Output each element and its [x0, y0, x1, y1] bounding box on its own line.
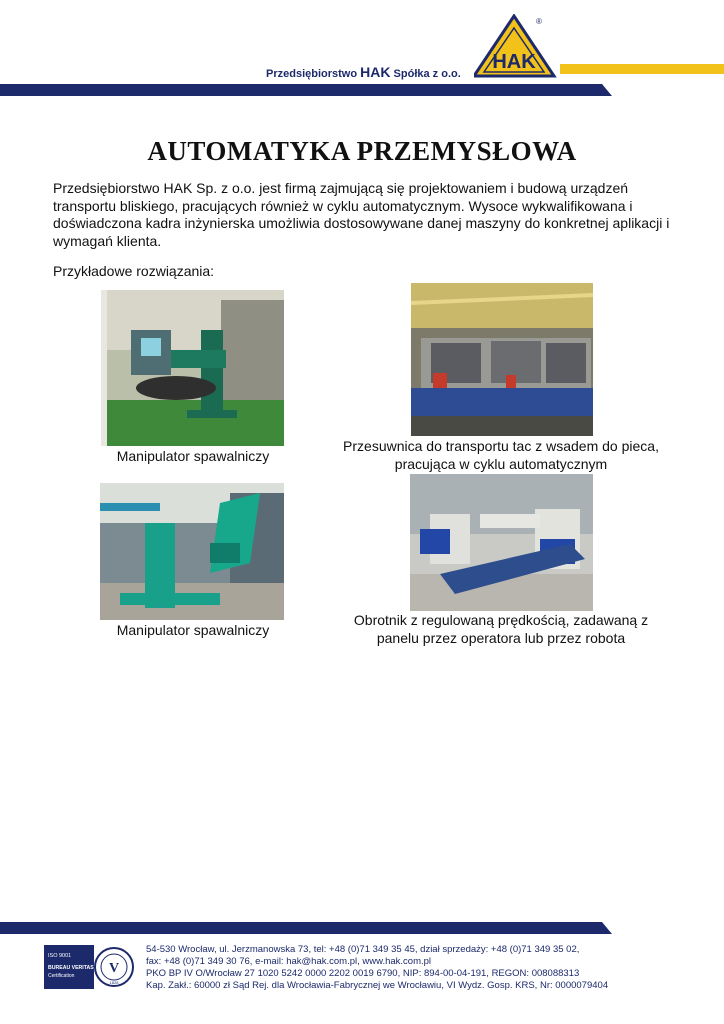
- caption-rotator-line1: Obrotnik z regulowaną prędkością, zadawaną z: [353, 612, 649, 628]
- intro-paragraph: Przedsiębiorstwo HAK Sp. z o.o. jest firmą zajmującą się projektowaniem i budową urządzeń transportu bliskiego, pracujących również w cyklu automatycznym. Wysoce wykwalifikowana i doświadczona kadra inżynierska umożliwia dostosowywane danej maszyny do konkretnej aplikacji i wymagań klienta.: [53, 180, 670, 249]
- company-short-name: HAK: [360, 64, 391, 80]
- footer-fax-email-line: fax: +48 (0)71 349 30 76, e-mail: hak@hak.com.pl, www.hak.com.pl: [146, 956, 432, 967]
- photo-rotator: [410, 474, 593, 611]
- hak-logo: [474, 14, 564, 84]
- footer-bar: [0, 922, 612, 934]
- footer-registration-line: Kap. Zakł.: 60000 zł Sąd Rej. dla Wrocławia-Fabrycznej we Wrocławiu, VI Wydz. Gosp. KRS, Nr: 0000079404: [146, 980, 609, 991]
- header-bar: [0, 84, 612, 96]
- cert-label: Certification: [48, 973, 75, 979]
- cert-year: 1828: [109, 980, 119, 985]
- photo-welding-manipulator-1: [101, 290, 284, 446]
- logo-text: HAK: [492, 51, 536, 73]
- caption-conveyor-line1: Przesuwnica do transportu tac z wsadem do pieca,: [343, 438, 659, 454]
- cert-iso: ISO 9001: [48, 953, 72, 959]
- examples-label: Przykładowe rozwiązania:: [53, 263, 215, 279]
- registered-mark: ®: [536, 17, 542, 26]
- caption-rotator-line2: panelu przez operatora lub przez robota: [376, 629, 626, 646]
- header-yellow-stripe: [560, 64, 724, 74]
- photo-welding-manipulator-2: [100, 483, 284, 620]
- photo-conveyor: [411, 283, 593, 436]
- caption-conveyor: [326, 438, 676, 473]
- footer-address-line: 54-530 Wrocław, ul. Jerzmanowska 73, tel: +48 (0)71 349 35 45, dział sprzedaży: +48 (0)71 349 35 02,: [146, 944, 580, 955]
- caption-rotator: [326, 612, 676, 647]
- footer-contact: [146, 944, 706, 992]
- company-prefix: Przedsiębiorstwo: [266, 68, 358, 80]
- caption-welding-manipulator-2: Manipulator spawalniczy: [116, 622, 270, 638]
- footer-bank-line: PKO BP IV O/Wrocław 27 1020 5242 0000 2202 0019 6790, NIP: 894-00-04-191, REGON: 008088313: [146, 968, 580, 979]
- bureau-veritas-certification-badge: [44, 945, 134, 989]
- page-title: AUTOMATYKA PRZEMYSŁOWA: [147, 136, 577, 166]
- company-name: [266, 64, 461, 80]
- caption-conveyor-line2: pracująca w cyklu automatycznym: [394, 455, 608, 472]
- cert-body: BUREAU VERITAS: [48, 965, 94, 971]
- svg-text:V: V: [108, 961, 120, 976]
- company-suffix: Spółka z o.o.: [393, 68, 461, 80]
- caption-welding-manipulator-1: Manipulator spawalniczy: [116, 448, 270, 464]
